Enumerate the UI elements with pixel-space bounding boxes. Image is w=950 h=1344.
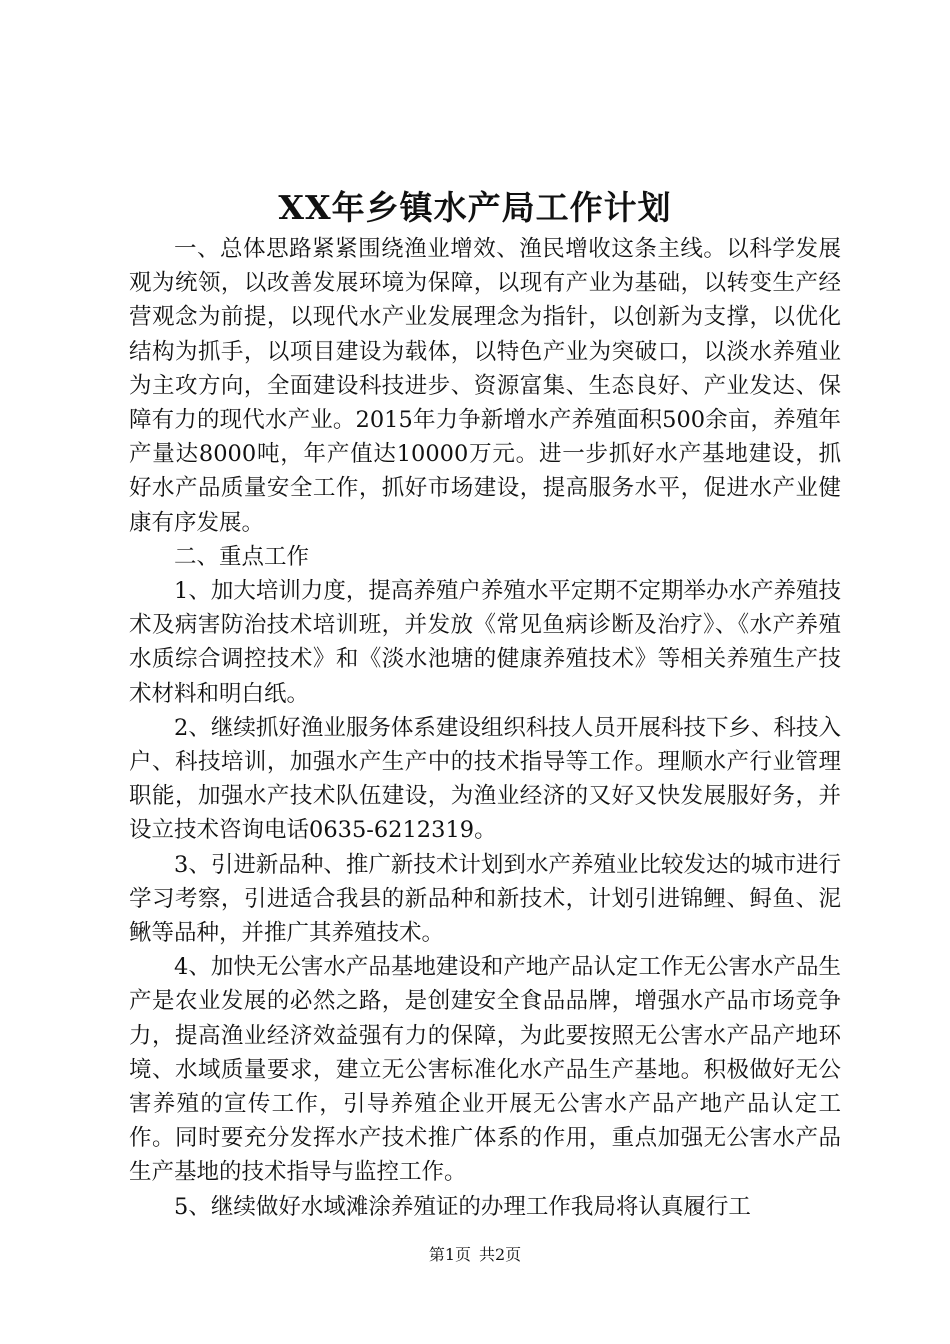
document-title: XX年乡镇水产局工作计划 [278, 188, 672, 227]
paragraph-overall-approach: 一、总体思路紧紧围绕渔业增效、渔民增收这条主线。以科学发展观为统领，以改善发展环境为保障，以现有产业为基础，以转变生产经营观念为前提，以现代水产业发展理念为指针，以创新为支撑，以优化结构为抓手，以项目建设为载体，以特色产业为突破口，以淡水养殖业为主攻方向，全面建设科技进步、资源富集、生态良好、产业发达、保障有力的现代水产业。2015年力争新增水产养殖面积500余亩，养殖年产量达8000吨，年产值达10000万元。进一步抓好水产基地建设，抓好水产品质量安全工作，抓好市场建设，提高服务水平，促进水产业健康有序发展。 [129, 236, 841, 536]
paragraph-item-5: 5、继续做好水域滩涂养殖证的办理工作我局将认真履行工 [174, 1193, 751, 1220]
page-number-total: 共2页 [479, 1245, 522, 1264]
paragraph-item-2: 2、继续抓好渔业服务体系建设组织科技人员开展科技下乡、科技入户、科技培训，加强水产生产中的技术指导等工作。理顺水产行业管理职能，加强水产技术队伍建设，为渔业经济的又好又快发展服好务，并设立技术咨询电话0635-6212319。 [129, 714, 841, 844]
paragraph-key-work-heading: 二、重点工作 [174, 543, 310, 570]
page-number-current: 第1页 [428, 1245, 471, 1264]
page-footer [0, 1244, 950, 1266]
paragraph-item-4: 4、加快无公害水产品基地建设和产地产品认定工作无公害水产品生产是农业发展的必然之路，是创建安全食品品牌，增强水产品市场竞争力，提高渔业经济效益强有力的保障，为此要按照无公害水产品产地环境、水域质量要求，建立无公害标准化水产品生产基地。积极做好无公害养殖的宣传工作，引导养殖企业开展无公害水产品产地产品认定工作。同时要充分发挥水产技术推广体系的作用，重点加强无公害水产品生产基地的技术指导与监控工作。 [129, 954, 841, 1186]
paragraph-item-1: 1、加大培训力度，提高养殖户养殖水平定期不定期举办水产养殖技术及病害防治技术培训班，并发放《常见鱼病诊断及治疗》、《水产养殖水质综合调控技术》和《淡水池塘的健康养殖技术》等相关养殖生产技术材料和明白纸。 [129, 578, 841, 707]
document-body [129, 232, 841, 1224]
paragraph-item-3: 3、引进新品种、推广新技术计划到水产养殖业比较发达的城市进行学习考察，引进适合我县的新品种和新技术，计划引进锦鲤、鲟鱼、泥鳅等品种，并推广其养殖技术。 [129, 851, 841, 947]
